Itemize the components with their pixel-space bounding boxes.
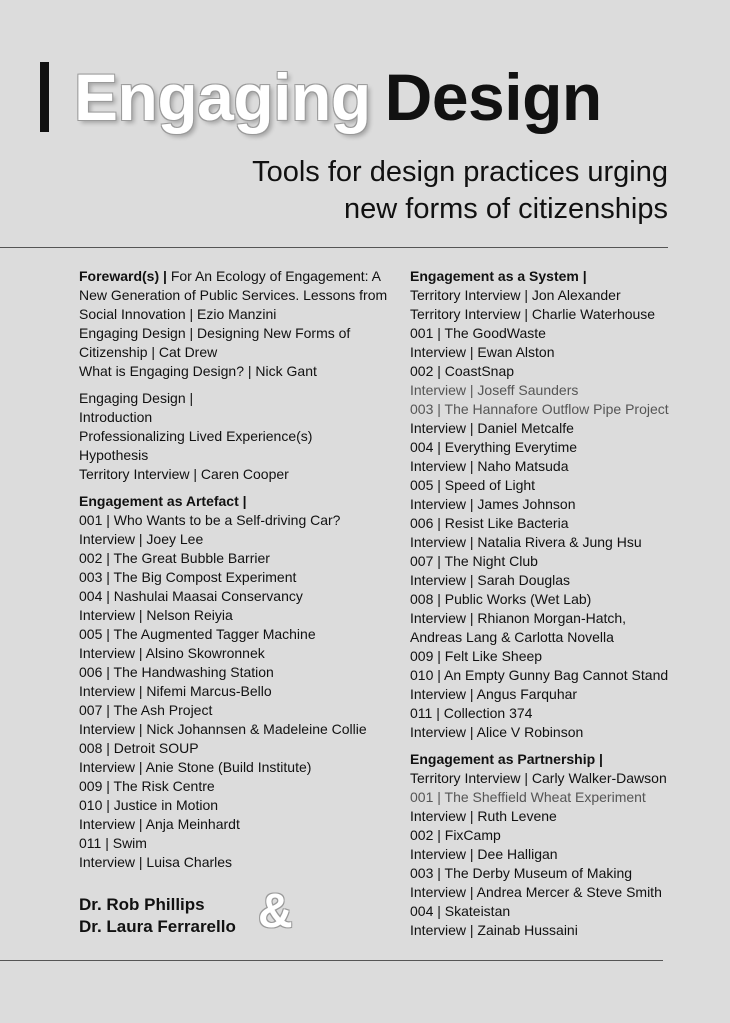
foreword-entry	[79, 267, 389, 324]
contents-entry: Interview | Ruth Levene	[410, 808, 557, 824]
contents-entry: 003 | The Derby Museum of Making	[410, 865, 633, 881]
artefact-heading: Engagement as Artefact |	[79, 493, 247, 509]
top-divider	[0, 247, 668, 248]
foreword-section	[79, 267, 389, 381]
system-heading: Engagement as a System |	[410, 268, 587, 284]
contents-entry: 003 | The Big Compost Experiment	[79, 569, 297, 585]
title-word-engaging: Engaging	[74, 60, 371, 134]
foreword-heading: Foreward(s) |	[79, 268, 167, 284]
foreword-line: What is Engaging Design? | Nick Gant	[79, 363, 317, 379]
contents-entry: Territory Interview | Charlie Waterhouse	[410, 306, 656, 322]
contents-entry: Interview | Zainab Hussaini	[410, 922, 578, 938]
contents-entry: 006 | The Handwashing Station	[79, 664, 274, 680]
contents-entry: Interview | Anja Meinhardt	[79, 816, 240, 832]
ampersand-mark: &	[258, 885, 293, 938]
contents-entry: 001 | Who Wants to be a Self-driving Car?	[79, 512, 341, 528]
foreword-line: Engaging Design | Designing New Forms of Citizenship | Cat Drew	[79, 325, 351, 360]
contents-entry: Interview | Nelson Reiyia	[79, 607, 233, 623]
contents-entry: Interview | Nick Johannsen & Madeleine Collie	[79, 721, 367, 737]
partnership-heading: Engagement as Partnership |	[410, 751, 603, 767]
bottom-divider	[0, 960, 663, 961]
page-title	[74, 52, 602, 142]
contents-entry: Interview | Naho Matsuda	[410, 458, 569, 474]
contents-entry: Interview | Joseff Saunders	[410, 382, 579, 398]
contents-entry: 011 | Collection 374	[410, 705, 533, 721]
contents-entry: 002 | The Great Bubble Barrier	[79, 550, 270, 566]
contents-entry: 009 | The Risk Centre	[79, 778, 215, 794]
subtitle	[148, 154, 668, 228]
contents-entry: 002 | FixCamp	[410, 827, 501, 843]
author-name: Dr. Rob Phillips	[79, 895, 205, 914]
contents-entry: Territory Interview | Jon Alexander	[410, 287, 621, 303]
contents-entry: 001 | The GoodWaste	[410, 325, 546, 341]
artefact-list	[79, 511, 389, 872]
contents-entry: Territory Interview | Carly Walker-Dawson	[410, 770, 667, 786]
contents-entry: Interview | Natalia Rivera & Jung Hsu	[410, 534, 642, 550]
contents-entry: Interview | Rhianon Morgan-Hatch,	[410, 610, 627, 626]
partnership-section	[410, 750, 710, 940]
contents-entry: Andreas Lang & Carlotta Novella	[410, 629, 614, 645]
contents-entry: Interview | Nifemi Marcus-Bello	[79, 683, 272, 699]
contents-entry: 005 | The Augmented Tagger Machine	[79, 626, 316, 642]
contents-entry: 004 | Skateistan	[410, 903, 511, 919]
contents-entry: 011 | Swim	[79, 835, 147, 851]
contents-entry: Interview | Alsino Skowronnek	[79, 645, 265, 661]
artefact-section	[79, 492, 389, 872]
contents-entry: 009 | Felt Like Sheep	[410, 648, 543, 664]
contents-entry: Interview | Ewan Alston	[410, 344, 555, 360]
contents-entry: Interview | Andrea Mercer & Steve Smith	[410, 884, 662, 900]
contents-entry: 010 | An Empty Gunny Bag Cannot Stand	[410, 667, 669, 683]
subtitle-line-2: new forms of citizenships	[344, 193, 668, 225]
contents-entry: Introduction	[79, 409, 153, 425]
contents-entry: 010 | Justice in Motion	[79, 797, 219, 813]
contents-entry: 003 | The Hannafore Outflow Pipe Project	[410, 401, 669, 417]
contents-entry: 008 | Public Works (Wet Lab)	[410, 591, 592, 607]
contents-entry: 008 | Detroit SOUP	[79, 740, 199, 756]
contents-entry: 002 | CoastSnap	[410, 363, 515, 379]
subtitle-line-1: Tools for design practices urging	[252, 156, 668, 188]
contents-left-column	[79, 267, 389, 880]
contents-entry: Interview | Angus Farquhar	[410, 686, 578, 702]
contents-entry: Interview | Daniel Metcalfe	[410, 420, 574, 436]
contents-entry: Interview | Dee Halligan	[410, 846, 558, 862]
intro-section	[79, 389, 389, 484]
partnership-list	[410, 769, 710, 940]
author-name: Dr. Laura Ferrarello	[79, 917, 236, 936]
contents-entry: Interview | Anie Stone (Build Institute)	[79, 759, 312, 775]
contents-entry: 001 | The Sheffield Wheat Experiment	[410, 789, 646, 805]
contents-entry: Interview | James Johnson	[410, 496, 576, 512]
contents-entry: Engaging Design |	[79, 390, 194, 406]
contents-entry: Interview | Luisa Charles	[79, 854, 233, 870]
contents-entry: 006 | Resist Like Bacteria	[410, 515, 569, 531]
system-section	[410, 267, 710, 742]
contents-entry: 007 | The Night Club	[410, 553, 538, 569]
contents-entry: 007 | The Ash Project	[79, 702, 213, 718]
foreword-text: For An Ecology of Engagement: A New Generation of Public Services. Lessons from Social Innovation | Ezio Manzini	[79, 268, 388, 322]
contents-entry: Territory Interview | Caren Cooper	[79, 466, 289, 482]
contents-entry: 004 | Everything Everytime	[410, 439, 578, 455]
authors	[79, 894, 236, 938]
title-accent-bar	[40, 62, 49, 132]
system-list	[410, 286, 710, 742]
contents-entry: Interview | Joey Lee	[79, 531, 204, 547]
contents-entry: Interview | Sarah Douglas	[410, 572, 571, 588]
contents-entry: 004 | Nashulai Maasai Conservancy	[79, 588, 303, 604]
contents-entry: Professionalizing Lived Experience(s)	[79, 428, 313, 444]
contents-entry: Hypothesis	[79, 447, 149, 463]
contents-entry: 005 | Speed of Light	[410, 477, 536, 493]
contents-entry: Interview | Alice V Robinson	[410, 724, 584, 740]
title-word-design: Design	[384, 60, 602, 134]
contents-right-column	[410, 267, 710, 948]
